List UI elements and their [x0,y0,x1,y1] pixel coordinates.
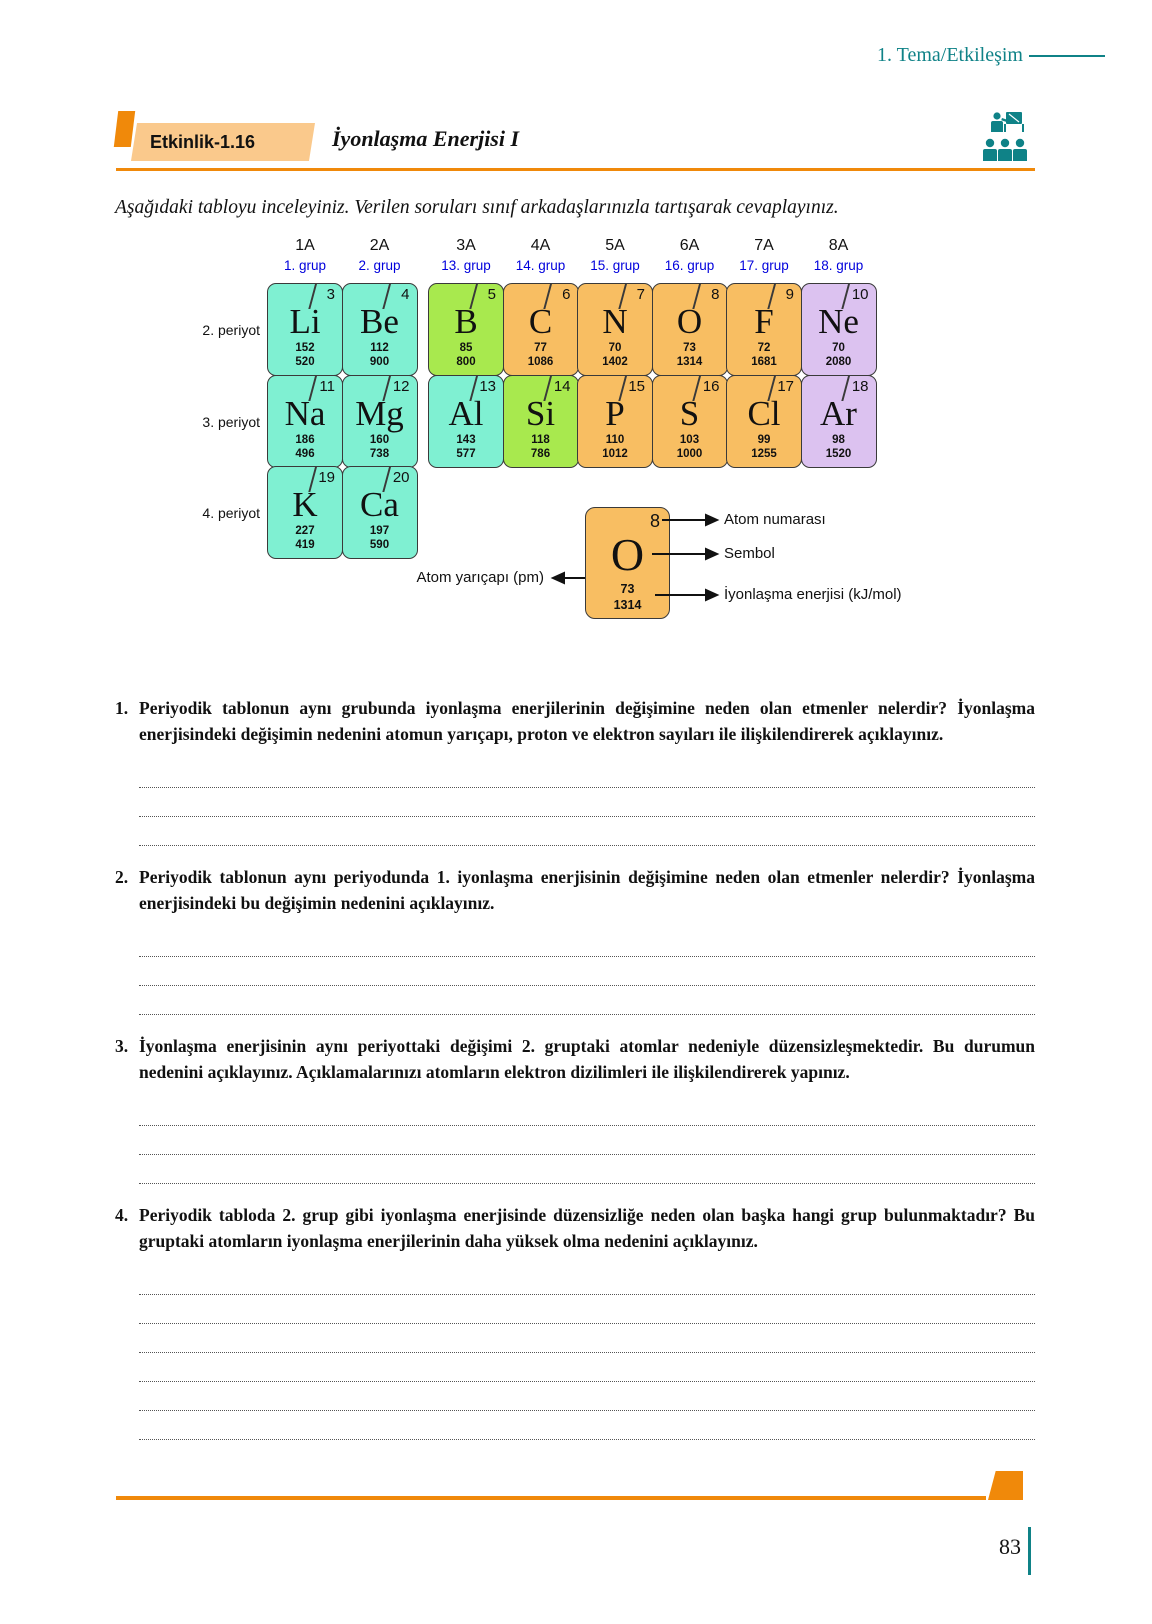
period-row [267,466,416,559]
page-number: 83 [999,1534,1021,1559]
period-label: 2. periyot [202,322,260,338]
element-cell-p [577,375,653,468]
page-number-bar [1028,1527,1031,1575]
answer-line [139,1097,1035,1126]
legend-ionization-label: İyonlaşma enerjisi (kJ/mol) [724,586,902,603]
element-cell-cl [726,375,802,468]
element-symbol: S [679,393,700,433]
ionization-energy: 496 [295,447,315,460]
group-header [801,237,877,273]
element-symbol: Ar [820,393,857,433]
element-cell-si [503,375,579,468]
group-a-label: 5A [605,237,625,254]
ionization-energy: 1086 [527,356,554,368]
ionization-energy: 577 [456,447,476,460]
element-symbol: B [454,302,478,341]
group-a-label: 6A [679,237,700,254]
element-symbol: Li [289,302,321,341]
atomic-radius: 112 [370,342,389,354]
group-header [652,237,728,273]
legend-ionization: 1314 [613,598,642,612]
atomic-number: 12 [392,377,410,395]
atomic-number: 9 [785,286,794,303]
atomic-number: 18 [851,377,869,395]
element-symbol: Si [525,393,556,433]
legend-atomic-number-label: Atom numarası [724,511,826,528]
group-a-label: 1A [295,237,315,254]
question-row [115,1033,1035,1085]
element-symbol: F [754,302,774,341]
chapter-header-text: 1. Tema/Etkileşim [877,44,1023,66]
group-header [428,237,504,273]
atomic-number: 16 [702,377,720,395]
group-a-label: 7A [754,237,774,254]
atomic-number: 19 [318,469,335,486]
chapter-header-rule [1029,55,1105,57]
atomic-number: 11 [319,377,335,395]
element-symbol: C [528,302,553,341]
activity-label-badge [131,123,315,161]
atomic-number: 17 [777,377,794,395]
atomic-radius: 227 [295,525,315,537]
group-number-label: 15. grup [590,258,640,273]
group-work-icon [982,109,1028,165]
group-header [342,237,418,273]
answer-line [139,1382,1035,1411]
element-cell-n [577,283,653,376]
answer-line [139,1353,1035,1382]
group-number-label: 2. grup [358,258,401,273]
question-1 [115,695,1035,846]
ionization-energy: 419 [295,539,315,551]
element-cell-na [267,375,343,468]
footer-rule [116,1496,986,1500]
element-cell-be [342,283,418,376]
period-row [267,375,875,468]
element-cell-al [428,375,504,468]
atomic-radius: 99 [757,433,771,446]
element-symbol: P [605,393,625,433]
periodic-table [0,237,1152,639]
atomic-radius: 103 [679,433,700,446]
chapter-header [0,0,1152,67]
banner-accent-chip [114,111,135,147]
ionization-energy: 1520 [825,447,852,460]
element-cell-ar [801,375,877,468]
legend-radius-label: Atom yarıçapı (pm) [416,569,544,586]
element-cell-o [652,283,728,376]
legend-element-card [585,507,670,619]
question-2 [115,864,1035,1015]
atomic-radius: 72 [757,342,771,354]
atomic-radius: 70 [608,342,622,354]
element-symbol: Al [448,393,484,433]
instruction-text: Aşağıdaki tabloyu inceleyiniz. Verilen soruları sınıf arkadaşlarınızla tartışarak cevaplayınız. [115,197,839,218]
atomic-number: 4 [401,286,410,303]
group-number-label: 17. grup [739,258,789,273]
answer-line [139,957,1035,986]
element-symbol: Cl [747,393,781,433]
atomic-number: 14 [553,377,571,395]
element-cell-f [726,283,802,376]
atomic-number: 7 [636,286,645,303]
element-cell-li [267,283,343,376]
atomic-radius: 186 [295,433,315,446]
atomic-number: 15 [628,377,645,395]
answer-line [139,759,1035,788]
answer-line [139,1411,1035,1440]
answer-line [139,788,1035,817]
ionization-energy: 1402 [602,356,628,368]
group-headers [267,237,875,273]
atomic-number: 8 [711,286,720,303]
element-symbol: Be [360,302,399,341]
element-symbol: O [676,302,703,341]
question-4 [115,1202,1035,1440]
question-text: Periyodik tabloda 2. grup gibi iyonlaşma enerjisinde düzensizliğe neden olan başka hangi grup bulunmaktadır? Bu gruptaki atomların iyonlaşma enerjilerinin daha yüksek olma nedenini açıklayınız. [139,1205,1035,1251]
ionization-energy: 1314 [676,356,703,368]
answer-lines [139,1266,1035,1440]
ionization-energy: 738 [369,447,390,460]
atomic-radius: 85 [459,342,473,354]
questions-list [115,695,1035,1440]
answer-lines [139,928,1035,1015]
element-cell-k [267,466,343,559]
ionization-energy: 1012 [602,447,628,460]
question-number: 1. [115,698,129,718]
group-a-label: 8A [828,237,849,254]
answer-line [139,1266,1035,1295]
answer-line [139,1324,1035,1353]
atomic-radius: 98 [832,433,845,446]
answer-line [139,986,1035,1015]
period-row [267,283,875,376]
group-number-label: 14. grup [515,258,566,273]
element-cell-s [652,375,728,468]
group-header [503,237,579,273]
atomic-number: 10 [851,286,869,303]
activity-title: İyonlaşma Enerjisi I [332,126,520,151]
atomic-radius: 152 [295,342,315,354]
atomic-number: 13 [479,377,496,395]
element-symbol: Ca [360,485,399,524]
atomic-number: 6 [562,286,571,303]
atomic-radius: 160 [369,433,390,446]
atomic-radius: 118 [531,433,550,446]
question-number: 4. [115,1205,129,1225]
answer-line [139,1126,1035,1155]
group-header [577,237,653,273]
group-header [267,237,343,273]
answer-lines [139,759,1035,846]
question-3 [115,1033,1035,1184]
atomic-radius: 143 [456,433,476,446]
group-a-label: 3A [456,237,476,254]
legend-radius: 73 [620,582,635,596]
group-a-label: 2A [369,237,390,254]
element-symbol: N [602,302,628,341]
question-number: 3. [115,1036,129,1056]
atomic-number: 3 [326,286,335,303]
group-number-label: 13. grup [441,258,491,273]
ionization-energy: 1255 [751,447,777,460]
ionization-energy: 800 [456,356,476,368]
question-number: 2. [115,867,129,887]
element-symbol: K [292,485,318,524]
legend-atomic-number: 8 [649,511,660,531]
answer-line [139,928,1035,957]
atomic-number: 5 [487,286,496,303]
atomic-radius: 110 [605,433,625,446]
question-row [115,864,1035,916]
atomic-radius: 197 [369,525,390,537]
footer-accent-shape [988,1471,1023,1500]
group-number-label: 16. grup [664,258,715,273]
legend-symbol: O [610,529,645,580]
answer-line [139,1295,1035,1324]
element-cell-c [503,283,579,376]
question-text: Periyodik tablonun aynı grubunda iyonlaşma enerjilerinin değişimine neden olan etmenler nelerdir? İyonlaşma enerjisindeki değişimin nedenini atomun yarıçapı, proton ve elektron sayıları ile ilişkilendirerek açıklayınız. [139,698,1035,744]
question-row [115,695,1035,747]
ionization-energy: 2080 [825,356,852,368]
atomic-radius: 70 [832,342,845,354]
period-label: 3. periyot [202,413,260,430]
element-symbol: Ne [818,302,859,341]
ionization-energy: 786 [530,447,551,460]
element-cell-mg [342,375,418,468]
element-cell-b [428,283,504,376]
atomic-radius: 73 [683,342,696,354]
legend-symbol-label: Sembol [724,545,775,562]
question-row [115,1202,1035,1254]
activity-label: Etkinlik-1.16 [150,132,256,152]
ionization-energy: 1000 [676,447,703,460]
ionization-energy: 520 [295,356,315,368]
question-text: İyonlaşma enerjisinin aynı periyottaki değişimi 2. gruptaki atomlar nedeniyle düzensizleşmektedir. Bu durumun nedenini açıklayınız. Açıklamalarınızı atomların elektron dizilimleri ile ilişkilendirerek yapınız. [139,1036,1035,1082]
answer-lines [139,1097,1035,1184]
answer-line [139,817,1035,846]
ionization-energy: 1681 [751,356,777,368]
activity-banner [0,113,1152,171]
period-label: 4. periyot [202,505,260,521]
group-number-label: 18. grup [813,258,864,273]
group-number-label: 1. grup [283,258,327,273]
atomic-number: 20 [392,469,410,486]
group-header [726,237,802,273]
ionization-energy: 900 [369,356,390,368]
element-cell-ca [342,466,418,559]
banner-divider-rule [116,168,1035,171]
question-text: Periyodik tablonun aynı periyodunda 1. iyonlaşma enerjisinin değişimine neden olan etmenler nelerdir? İyonlaşma enerjisindeki bu değişimin nedenini açıklayınız. [139,867,1035,913]
answer-line [139,1155,1035,1184]
element-cell-ne [801,283,877,376]
atomic-radius: 77 [534,342,547,354]
group-a-label: 4A [530,237,551,254]
element-symbol: Na [284,393,326,433]
ionization-energy: 590 [369,539,390,551]
element-symbol: Mg [355,393,404,433]
